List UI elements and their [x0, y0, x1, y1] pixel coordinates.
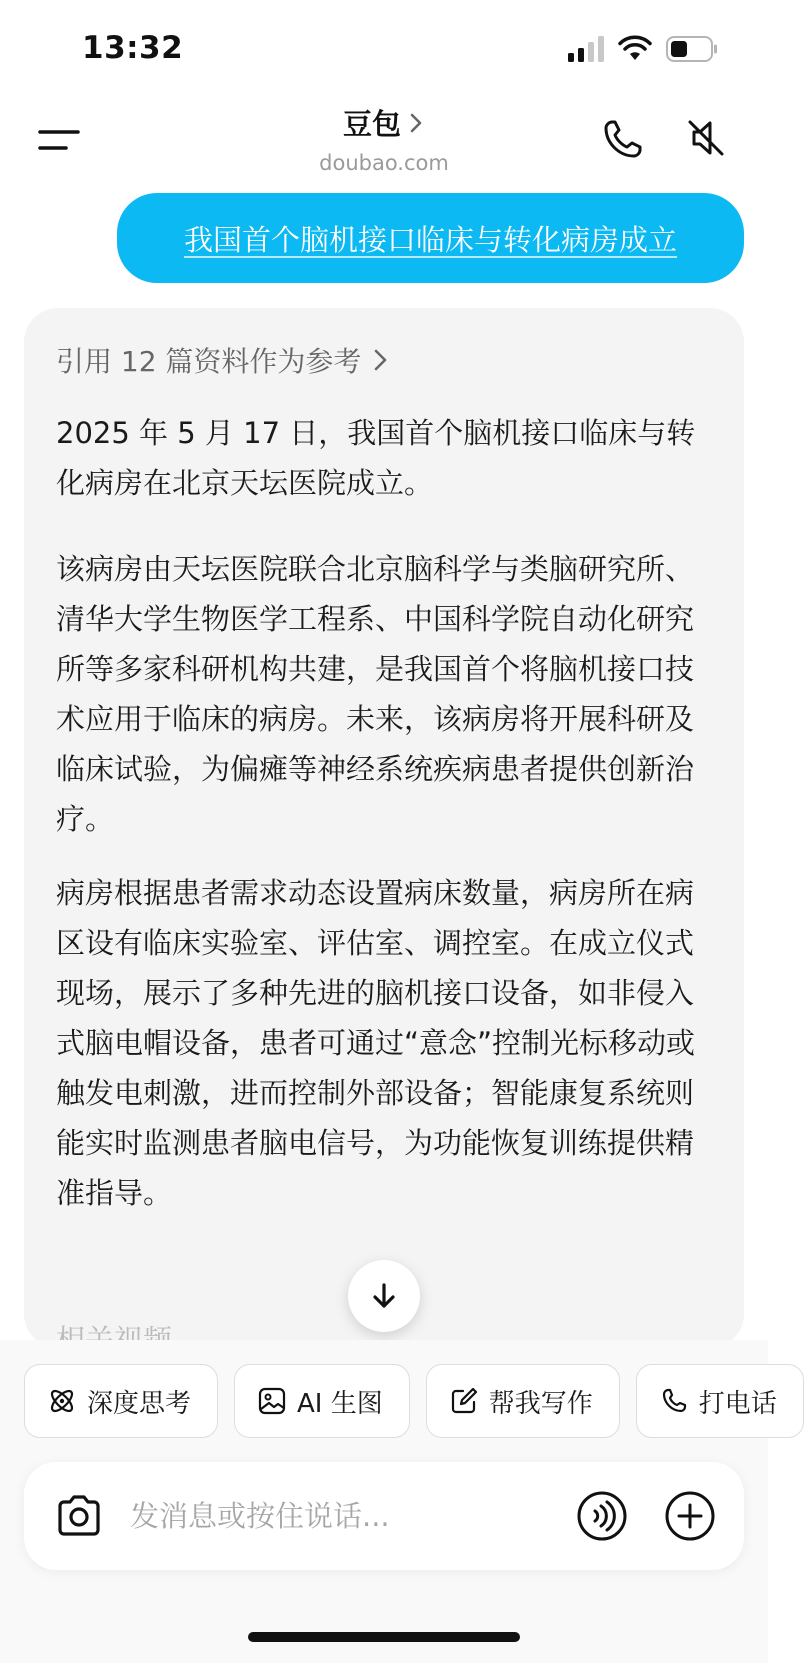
cellular-signal-icon — [568, 36, 604, 62]
bot-name: 豆包 — [342, 107, 401, 141]
chip-ai-image[interactable] — [234, 1364, 410, 1438]
message-input[interactable] — [130, 1492, 530, 1540]
plus-icon[interactable] — [664, 1490, 716, 1542]
answer-paragraph: 该病房由天坛医院联合北京脑科学与类脑研究所、清华大学生物医学工程系、中国科学院自动化研究所等多家科研机构共建，是我国首个将脑机接口技术应用于临床的病房。未来，该病房将开展科研及临床试验，为偏瘫等神经系统疾病患者提供创新治疗。 — [56, 552, 695, 836]
chip-label: 帮我写作 — [488, 1388, 593, 1419]
answer-paragraph: 病房根据患者需求动态设置病床数量，病房所在病区设有临床实验室、评估室、调控室。在成立仪式现场，展示了多种先进的脑机接口设备，如非侵入式脑电帽设备，患者可通过“意念”控制光标移动或触发电刺激，进而控制外部设备；智能康复系统则能实时监测患者脑电信号，为功能恢复训练提供精准指导。 — [56, 876, 696, 1210]
chip-phone-call[interactable] — [636, 1364, 804, 1438]
status-bar — [0, 0, 768, 96]
chip-label: 打电话 — [698, 1388, 777, 1419]
nav-bar — [0, 96, 768, 184]
camera-icon[interactable] — [54, 1492, 104, 1540]
battery-icon — [666, 36, 718, 62]
speaker-mute-icon[interactable] — [682, 114, 730, 162]
user-message-text[interactable]: 我国首个脑机接口临床与转化病房成立 — [183, 222, 677, 257]
voice-call-icon[interactable] — [576, 1490, 628, 1542]
references-label: 引用 12 篇资料作为参考 — [56, 345, 362, 378]
references-link[interactable] — [56, 340, 391, 380]
home-indicator[interactable] — [248, 1632, 520, 1642]
chevron-right-icon — [407, 111, 425, 135]
chevron-right-icon — [371, 347, 391, 373]
chip-label: AI 生图 — [297, 1388, 383, 1419]
quick-action-chips — [24, 1364, 804, 1438]
status-time: 13:32 — [82, 30, 184, 66]
answer-paragraph: 2025 年 5 月 17 日，我国首个脑机接口临床与转化病房在北京天坛医院成立。 — [56, 416, 696, 500]
message-input-bar — [24, 1462, 744, 1570]
chip-help-write[interactable] — [426, 1364, 620, 1438]
wifi-icon — [618, 36, 652, 62]
nav-title-area[interactable] — [0, 102, 768, 175]
nav-subtitle: doubao.com — [319, 151, 449, 175]
image-icon — [257, 1386, 287, 1416]
chip-deep-thinking[interactable] — [24, 1364, 218, 1438]
answer-card — [24, 308, 744, 1348]
arrow-down-icon — [369, 1281, 399, 1311]
user-message-bubble[interactable] — [117, 193, 744, 283]
atom-icon — [47, 1386, 77, 1416]
phone-icon[interactable] — [598, 116, 646, 164]
status-icons — [568, 36, 718, 62]
bottom-panel — [0, 1340, 777, 1663]
chip-label: 深度思考 — [87, 1388, 192, 1419]
phone-icon — [659, 1386, 689, 1416]
edit-icon — [449, 1386, 479, 1416]
nav-title[interactable] — [343, 102, 425, 143]
scroll-to-bottom-button[interactable] — [348, 1260, 420, 1332]
